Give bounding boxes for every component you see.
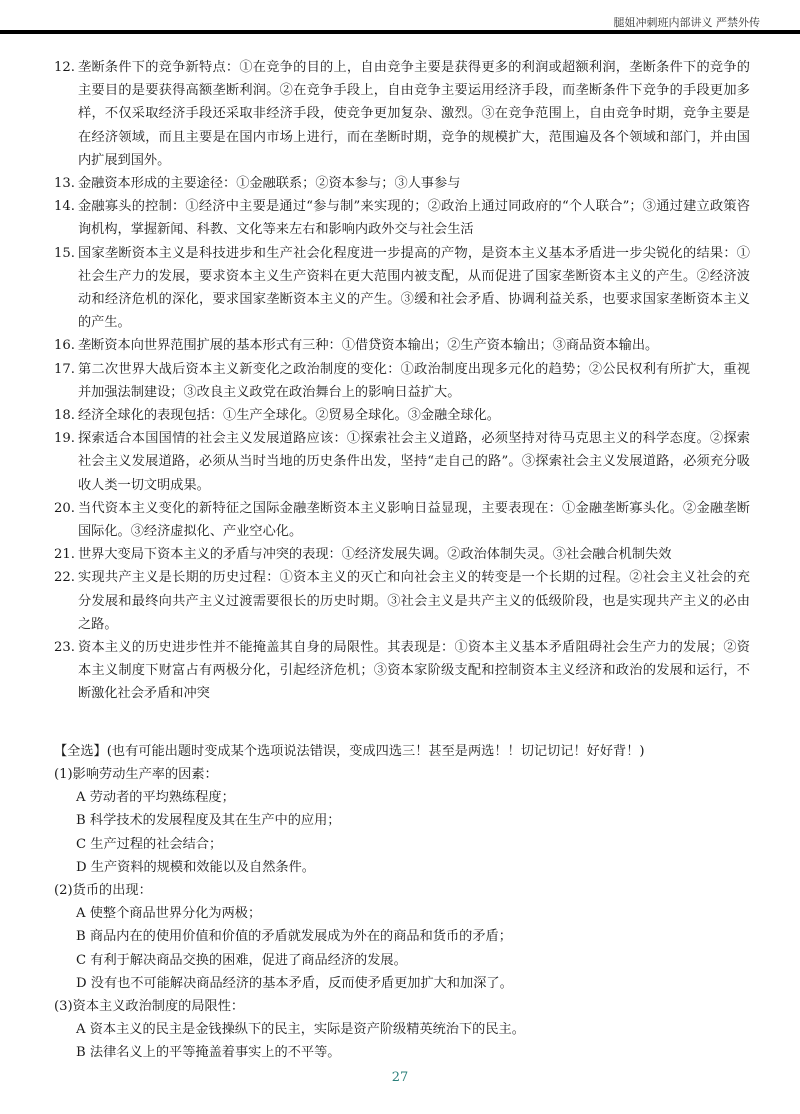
options-list	[54, 786, 750, 879]
item-text: 第二次世界大战后资本主义新变化之政治制度的变化：①政治制度出现多元化的趋势；②公民权利有所扩大，重视并加强法制建设；③改良主义政党在政治舞台上的影响日益扩大。	[78, 361, 750, 400]
item-text: 探索适合本国国情的社会主义发展道路应该：①探索社会主义道路，必须坚持对待马克思主义的科学态度。②探索社会主义发展道路，必须从当时当地的历史条件出发，坚持“走自己的路”。③探索社会主义发展道路，必须充分吸收人类一切文明成果。	[78, 431, 750, 493]
item-number: 15.	[54, 245, 75, 261]
option-item: A 资本主义的民主是金钱操纵下的民主，实际是资产阶级精英统治下的民主。	[76, 1022, 525, 1038]
list-item	[54, 497, 750, 543]
item-text: 世界大变局下资本主义的矛盾与冲突的表现：①经济发展失调。②政治体制失灵。③社会融合机制失效	[78, 547, 672, 563]
item-number: 12.	[54, 60, 75, 75]
item-number: 13.	[54, 176, 75, 192]
item-number: 16.	[54, 338, 75, 354]
options-list	[54, 902, 750, 995]
page-header: 腿姐冲刺班内部讲义 严禁外传	[613, 16, 760, 29]
options-list	[54, 1018, 750, 1064]
group-label: (2)货币的出现：	[54, 882, 152, 898]
option-item: D 生产资料的规模和效能以及自然条件。	[76, 859, 315, 875]
list-item	[54, 334, 750, 357]
item-number: 19.	[54, 431, 75, 447]
item-text: 金融资本形成的主要途径：①金融联系；②资本参与；③人事参与	[78, 176, 461, 192]
item-number: 22.	[54, 570, 75, 586]
list-item	[54, 172, 750, 195]
item-text: 实现共产主义是长期的历史过程：①资本主义的灭亡和向社会主义的转变是一个长期的过程。②社会主义社会的充分发展和最终向共产主义过渡需要很长的历史时期。③社会主义是共产主义的低级阶段，也是实现共产主义的必由之路。	[78, 570, 750, 632]
group-label: (3)资本主义政治制度的局限性：	[54, 998, 245, 1014]
option-item: A 劳动者的平均熟练程度；	[76, 790, 235, 806]
item-text: 国家垄断资本主义是科技进步和生产社会化程度进一步提高的产物，是资本主义基本矛盾进一步尖锐化的结果：①社会生产力的发展，要求资本主义生产资料在更大范围内被支配，从而促进了国家垄断资本主义的产生。②经济波动和经济危机的深化，要求国家垄断资本主义的产生。③缓和社会矛盾、协调利益关系，也要求国家垄断资本主义的产生。	[78, 245, 750, 331]
list-item	[54, 195, 750, 241]
quanxuan-title: 【全选】(也有可能出题时变成某个选项说法错误，变成四选三！甚至是两选！！切记切记！好好背！)	[54, 743, 645, 759]
list-item	[54, 242, 750, 335]
item-text: 垄断资本向世界范围扩展的基本形式有三种：①借贷资本输出；②生产资本输出；③商品资本输出。	[78, 338, 659, 354]
item-number: 17.	[54, 361, 75, 377]
item-text: 资本主义的历史进步性并不能掩盖其自身的局限性。其表现是：①资本主义基本矛盾阻碍社会生产力的发展；②资本主义制度下财富占有两极分化，引起经济危机；③资本家阶级支配和控制资本主义经济和政治的发展和运行，不断激化社会矛盾和冲突	[78, 640, 750, 702]
item-number: 23.	[54, 640, 75, 656]
option-item: B 法律名义上的平等掩盖着事实上的不平等。	[76, 1045, 341, 1061]
item-number: 18.	[54, 408, 75, 424]
option-item: D 没有也不可能解决商品经济的基本矛盾，反而使矛盾更加扩大和加深了。	[76, 975, 513, 991]
item-number: 21.	[54, 547, 75, 563]
group-label: (1)影响劳动生产率的因素：	[54, 766, 218, 782]
option-item: C 有利于解决商品交换的困难，促进了商品经济的发展。	[76, 952, 407, 968]
list-item	[54, 427, 750, 497]
section-spacer	[54, 706, 750, 740]
list-item	[54, 358, 750, 404]
option-item: B 科学技术的发展程度及其在生产中的应用；	[76, 813, 341, 829]
item-number: 14.	[54, 199, 75, 215]
item-text: 垄断条件下的竞争新特点：①在竞争的目的上，自由竞争主要是获得更多的利润或超额利润，垄断条件下的竞争的主要目的是要获得高额垄断利润。②在竞争手段上，自由竞争主要运用经济手段，而垄断条件下竞争的手段更加多样，不仅采取经济手段还采取非经济手段，使竞争更加复杂、激烈。③在竞争范围上，自由竞争时期，竞争主要是在经济领域，而且主要是在国内市场上进行，而在垄断时期，竞争的规模扩大，范围遍及各个领域和部门，并由国内扩展到国外。	[78, 60, 750, 168]
list-item	[54, 636, 750, 706]
item-text: 经济全球化的表现包括：①生产全球化。②贸易全球化。③金融全球化。	[78, 408, 500, 424]
page-content	[54, 56, 750, 1065]
list-item	[54, 404, 750, 427]
list-item	[54, 543, 750, 566]
list-item	[54, 566, 750, 636]
option-item: B 商品内在的使用价值和价值的矛盾就发展成为外在的商品和货币的矛盾；	[76, 929, 512, 945]
list-item	[54, 56, 750, 172]
option-item: A 使整个商品世界分化为两极；	[76, 906, 262, 922]
item-number: 20.	[54, 500, 75, 516]
item-text: 当代资本主义变化的新特征之国际金融垄断资本主义影响日益显现，主要表现在：①金融垄断寡头化。②金融垄断国际化。③经济虚拟化、产业空心化。	[78, 500, 750, 540]
item-text: 金融寡头的控制：①经济中主要是通过“参与制”来实现的；②政治上通过同政府的“个人联合”；③通过建立政策咨询机构，掌握新闻、科教、文化等来左右和影响内政外交与社会生活	[78, 199, 750, 238]
option-item: C 生产过程的社会结合；	[76, 836, 223, 852]
page-number: 27	[391, 1070, 409, 1085]
header-rule	[0, 30, 800, 34]
